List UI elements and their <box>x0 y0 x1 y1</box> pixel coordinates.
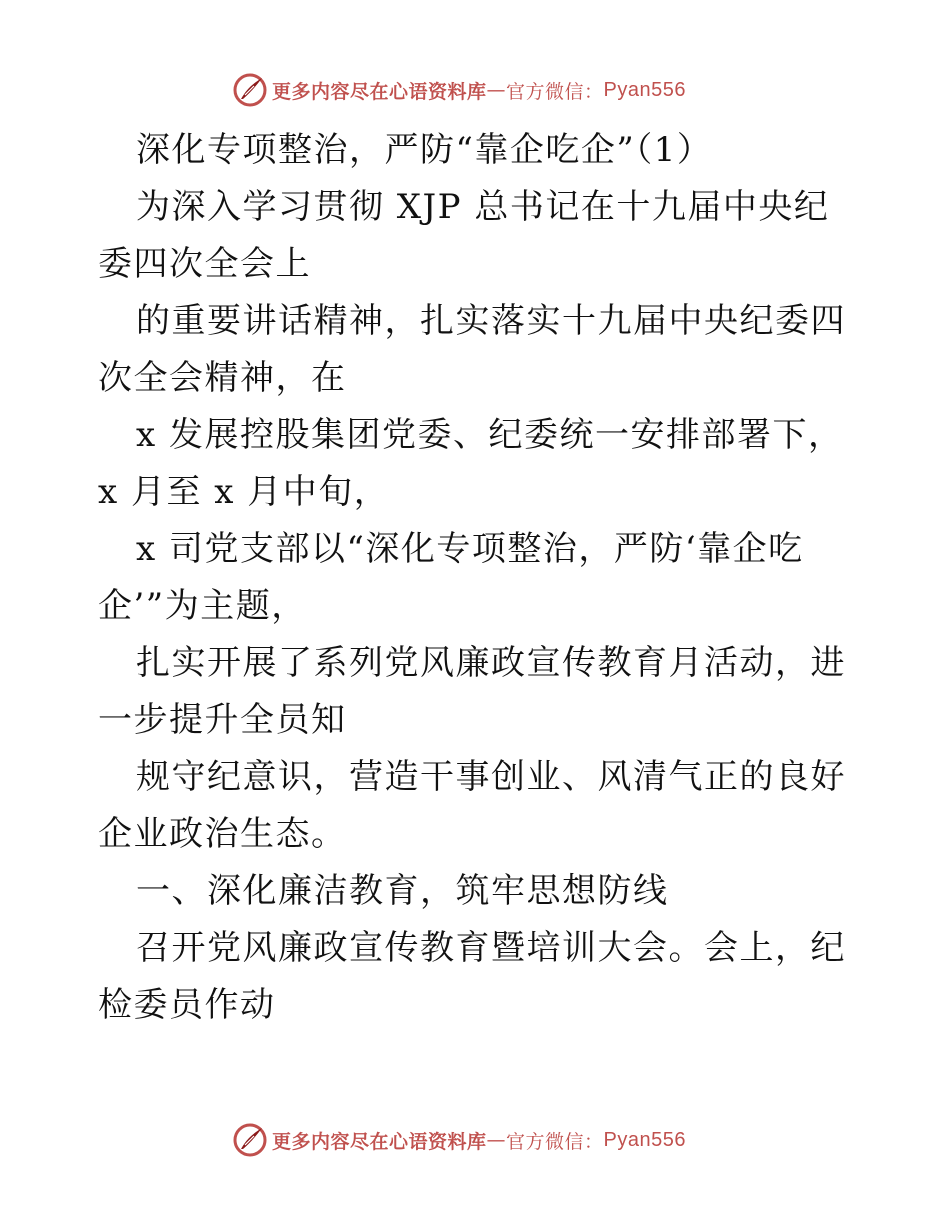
paragraph: 为深入学习贯彻 XJP 总书记在十九届中央纪委四次全会上 <box>98 187 830 284</box>
feather-pen-logo-icon <box>232 1122 268 1158</box>
watermark-id: Pyan556 <box>603 78 686 101</box>
document-title: 深化专项整治，严防“靠企吃企”（1） <box>136 130 713 170</box>
feather-pen-logo-icon <box>232 72 268 108</box>
paragraph: 召开党风廉政宣传教育暨培训大会。会上，纪检委员作动 <box>98 928 846 1025</box>
watermark-dash: — <box>486 79 507 101</box>
watermark-dash: — <box>486 1129 507 1151</box>
paragraph: 规守纪意识，营造干事创业、风清气正的良好企业政治生态。 <box>98 757 846 854</box>
paragraph: 的重要讲话精神，扎实落实十九届中央纪委四次全会精神，在 <box>98 301 846 398</box>
document-body <box>98 122 858 1034</box>
watermark-id: Pyan556 <box>603 1128 686 1151</box>
footer-watermark <box>232 1120 686 1160</box>
section-heading: 一、深化廉洁教育，筑牢思想防线 <box>136 871 669 911</box>
watermark-sub-text: 官方微信： <box>506 80 604 103</box>
watermark-main-text: 更多内容尽在心语资料库 <box>272 1130 487 1153</box>
paragraph: x 发展控股集团党委、纪委统一安排部署下，x 月至 x 月中旬， <box>98 415 844 512</box>
watermark-sub-text: 官方微信： <box>506 1130 604 1153</box>
paragraph: x 司党支部以“深化专项整治，严防‘靠企吃企’”为主题， <box>98 529 804 626</box>
paragraph: 扎实开展了系列党风廉政宣传教育月活动，进一步提升全员知 <box>98 643 846 740</box>
header-watermark <box>232 70 686 110</box>
watermark-main-text: 更多内容尽在心语资料库 <box>272 80 487 103</box>
